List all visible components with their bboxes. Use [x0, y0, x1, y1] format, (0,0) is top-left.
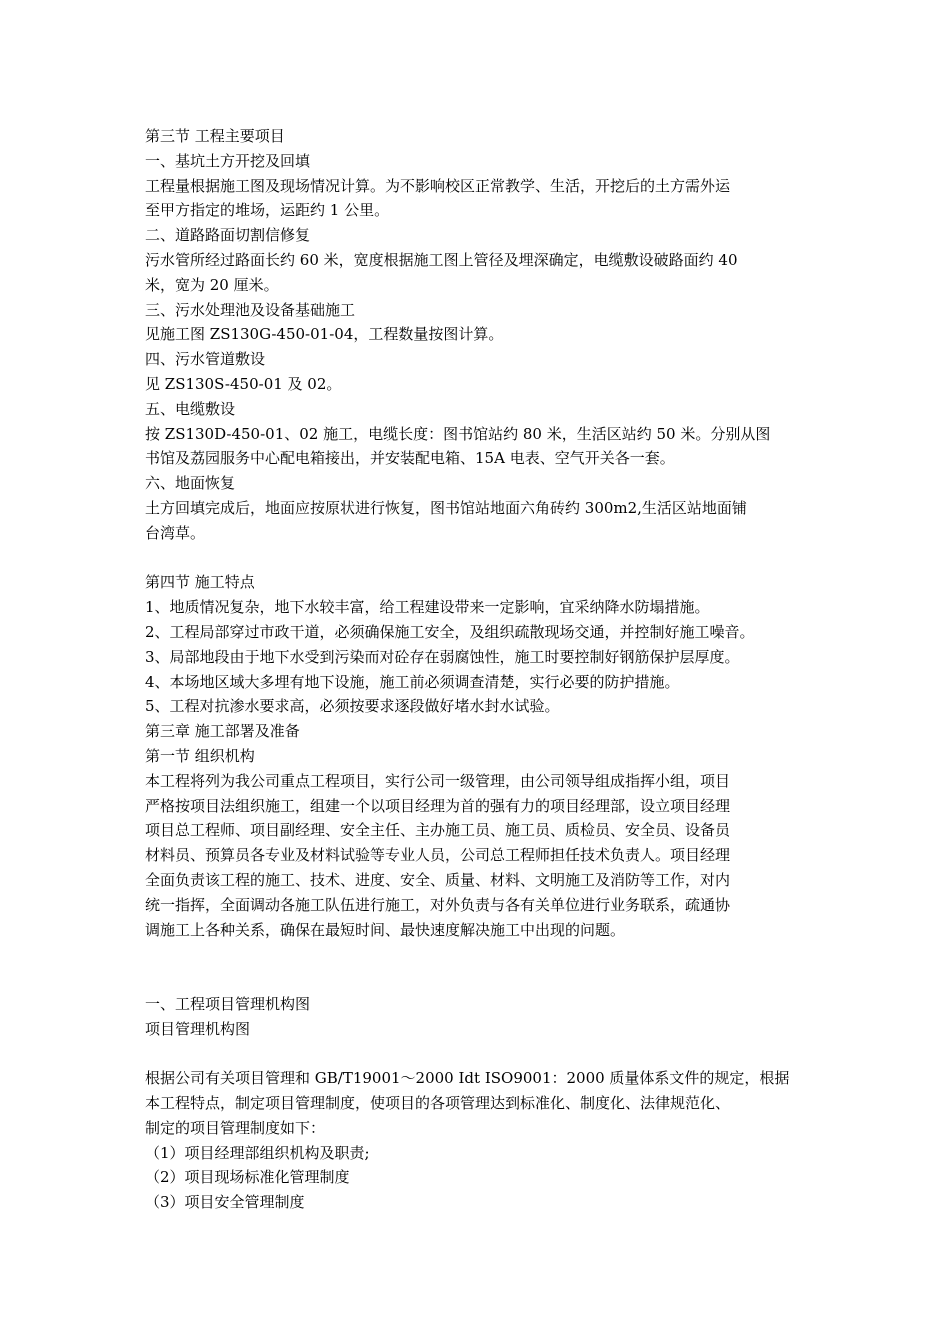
list-item: 1、地质情况复杂，地下水较丰富，给工程建设带来一定影响，宜采纳降水防塌措施。 [145, 598, 710, 617]
list-item: 3、局部地段由于地下水受到污染而对砼存在弱腐蚀性，施工时要控制好钢筋保护层厚度。 [145, 647, 740, 666]
paragraph-line: 本工程将列为我公司重点工程项目，实行公司一级管理，由公司领导组成指挥小组，项目 [145, 771, 731, 790]
item-heading: 五、电缆敷设 [145, 399, 236, 418]
paragraph-line: 根据公司有关项目管理和 GB/T19001～2000 Idt ISO9001：2000 质量体系文件的规定，根据 [145, 1069, 790, 1088]
item-heading: 一、基坑土方开挖及回填 [145, 151, 311, 170]
section-3-block [145, 124, 815, 546]
list-item: （1）项目经理部组织机构及职责; [145, 1143, 370, 1162]
item-heading: 一、工程项目管理机构图 [145, 994, 311, 1013]
paragraph-line: 书馆及荔园服务中心配电箱接出，并安装配电箱、15A 电表、空气开关各一套。 [145, 449, 675, 468]
paragraph-line: 严格按项目法组织施工，组建一个以项目经理为首的强有力的项目经理部，设立项目经理 [145, 796, 731, 815]
paragraph-line: 见 ZS130S-450-01 及 02。 [145, 374, 342, 393]
list-item: 4、本场地区域大多埋有地下设施，施工前必须调查清楚，实行必要的防护措施。 [145, 672, 680, 691]
paragraph-line: 见施工图 ZS130G-450-01-04，工程数量按图计算。 [145, 325, 504, 344]
chapter-heading: 第三章 施工部署及准备 [145, 722, 300, 741]
management-block [145, 1066, 815, 1215]
paragraph-line: 土方回填完成后，地面应按原状进行恢复，图书馆站地面六角砖约 300m2,生活区站地面铺 [145, 498, 747, 517]
document-page [145, 124, 815, 1215]
item-heading: 四、污水管道敷设 [145, 350, 266, 369]
list-item: （2）项目现场标准化管理制度 [145, 1168, 350, 1187]
org-chart-block [145, 992, 815, 1042]
paragraph-line: 工程量根据施工图及现场情况计算。为不影响校区正常教学、生活，开挖后的土方需外运 [145, 176, 731, 195]
paragraph-line: 按 ZS130D-450-01、02 施工，电缆长度：图书馆站约 80 米，生活区站约 50 米。分别从图 [145, 424, 771, 443]
paragraph-line: 台湾草。 [145, 523, 206, 542]
paragraph-line: 污水管所经过路面长约 60 米，宽度根据施工图上管径及埋深确定，电缆敷设破路面约 40 [145, 250, 738, 269]
paragraph-line: 调施工上各种关系，确保在最短时间、最快速度解决施工中出现的问题。 [145, 920, 626, 939]
paragraph-line: 材料员、预算员各专业及材料试验等专业人员，公司总工程师担任技术负责人。项目经理 [145, 846, 731, 865]
paragraph-line: 统一指挥，全面调动各施工队伍进行施工，对外负责与各有关单位进行业务联系，疏通协 [145, 895, 731, 914]
paragraph-line: 本工程特点，制定项目管理制度，使项目的各项管理达到标准化、制度化、法律规范化、 [145, 1094, 731, 1113]
blank-line [145, 546, 815, 571]
list-item: 2、工程局部穿过市政干道，必须确保施工安全，及组织疏散现场交通，并控制好施工噪音。 [145, 622, 755, 641]
section-heading: 第四节 施工特点 [145, 573, 255, 592]
paragraph-line: 至甲方指定的堆场，运距约 1 公里。 [145, 201, 390, 220]
list-item: （3）项目安全管理制度 [145, 1193, 305, 1212]
list-item: 5、工程对抗渗水要求高，必须按要求逐段做好堵水封水试验。 [145, 697, 560, 716]
section-4-block [145, 570, 815, 942]
blank-lines [145, 942, 815, 992]
item-heading: 六、地面恢复 [145, 474, 236, 493]
blank-line [145, 1041, 815, 1066]
section-heading: 第三节 工程主要项目 [145, 127, 285, 145]
paragraph-line: 制定的项目管理制度如下： [145, 1118, 326, 1137]
paragraph-line: 全面负责该工程的施工、技术、进度、安全、质量、材料、文明施工及消防等工作，对内 [145, 870, 731, 889]
item-heading: 三、污水处理池及设备基础施工 [145, 300, 356, 319]
figure-caption: 项目管理机构图 [145, 1019, 251, 1038]
section-heading: 第一节 组织机构 [145, 746, 255, 765]
item-heading: 二、道路路面切割信修复 [145, 226, 311, 245]
paragraph-line: 项目总工程师、项目副经理、安全主任、主办施工员、施工员、质检员、安全员、设备员 [145, 821, 731, 840]
paragraph-line: 米，宽为 20 厘米。 [145, 275, 279, 294]
